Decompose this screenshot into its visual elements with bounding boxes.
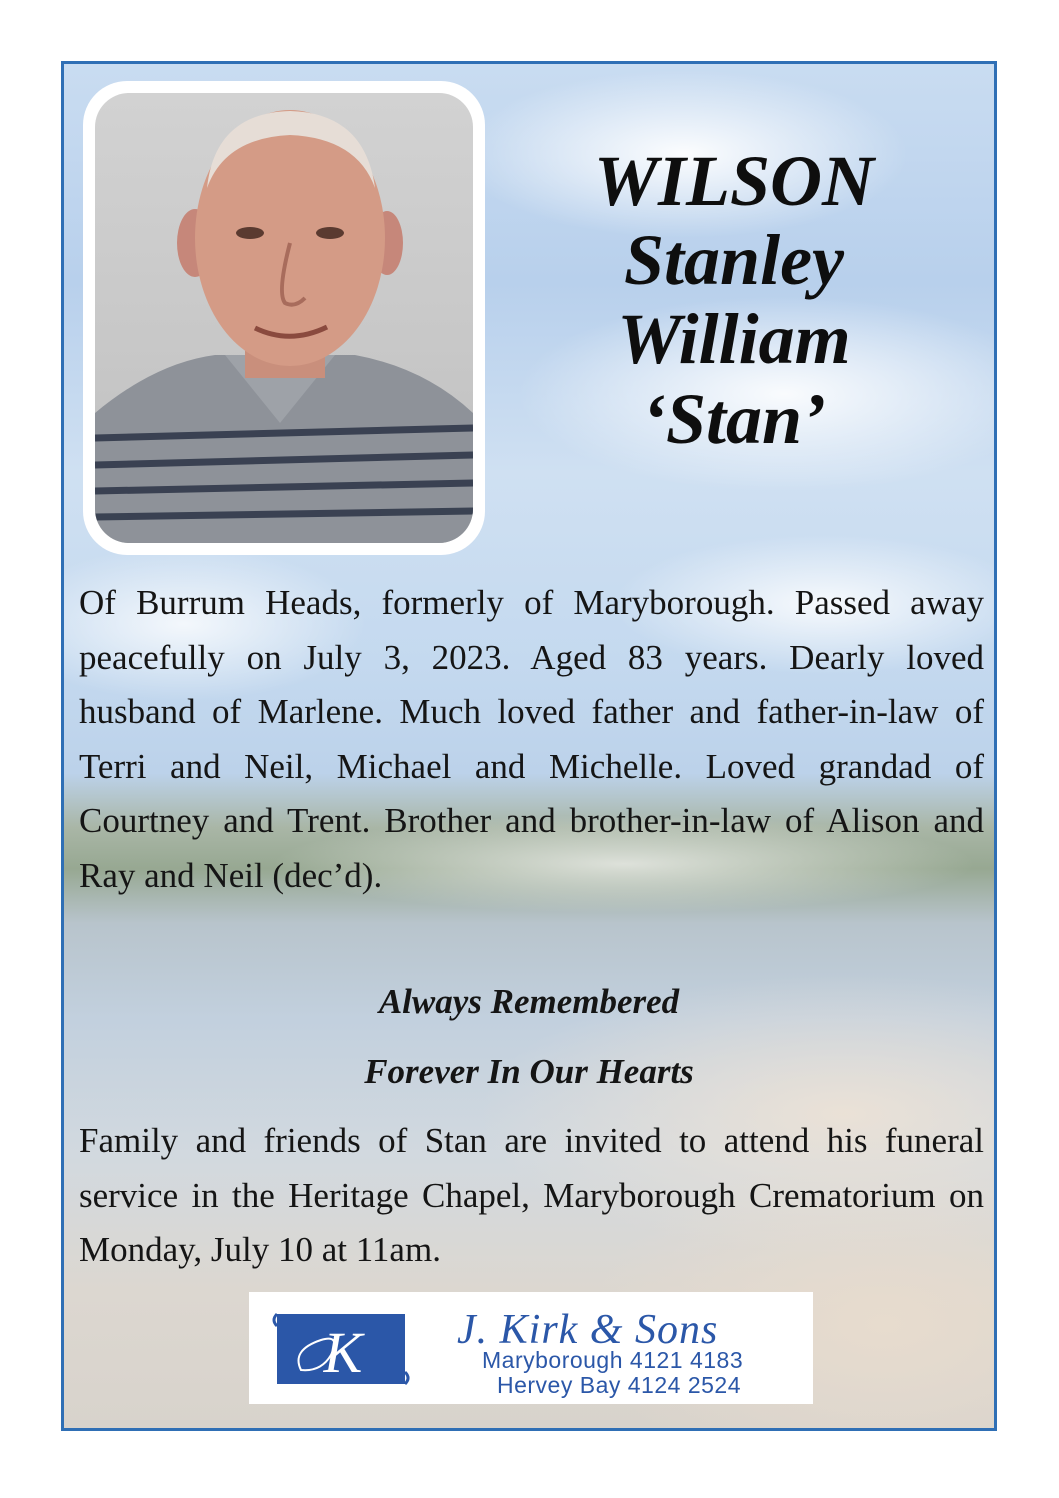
logo-letter: K bbox=[323, 1320, 363, 1385]
tagline-always-remembered: Always Remembered bbox=[378, 982, 680, 1021]
portrait-illustration bbox=[95, 93, 473, 543]
deceased-name bbox=[494, 142, 974, 459]
given-name-second: William bbox=[617, 299, 851, 380]
surname: WILSON bbox=[593, 141, 875, 221]
given-name-first: Stanley bbox=[623, 220, 844, 301]
portrait-image bbox=[95, 93, 473, 543]
funeral-home-phone-hervey-bay: Hervey Bay 4124 2524 bbox=[497, 1372, 741, 1398]
funeral-home-logo bbox=[249, 1292, 813, 1404]
obituary-paragraph: Of Burrum Heads, formerly of Maryborough. Passed away peacefully on July 3, 2023. Aged 83 years. Dearly loved husband of Marlene. Much loved father and father-in-law of Terri and Neil, Michael and Michelle. Loved grandad of Courtney and Trent. Brother and brother-in-law of Alison and Ray and Neil (dec’d). bbox=[79, 583, 984, 895]
funeral-home-phone-maryborough: Maryborough 4121 4183 bbox=[482, 1347, 744, 1373]
nickname: ‘Stan’ bbox=[641, 378, 827, 459]
portrait-photo bbox=[83, 81, 485, 555]
tagline-forever-in-hearts: Forever In Our Hearts bbox=[364, 1052, 694, 1091]
notice-frame bbox=[61, 61, 997, 1431]
funeral-home-name: J. Kirk & Sons bbox=[457, 1307, 719, 1353]
funeral-service-paragraph: Family and friends of Stan are invited to attend his funeral service in the Heritage Chapel, Maryborough Crematorium on Monday, July 10 at 11am. bbox=[79, 1121, 984, 1269]
kirk-monogram-icon bbox=[271, 1310, 411, 1388]
